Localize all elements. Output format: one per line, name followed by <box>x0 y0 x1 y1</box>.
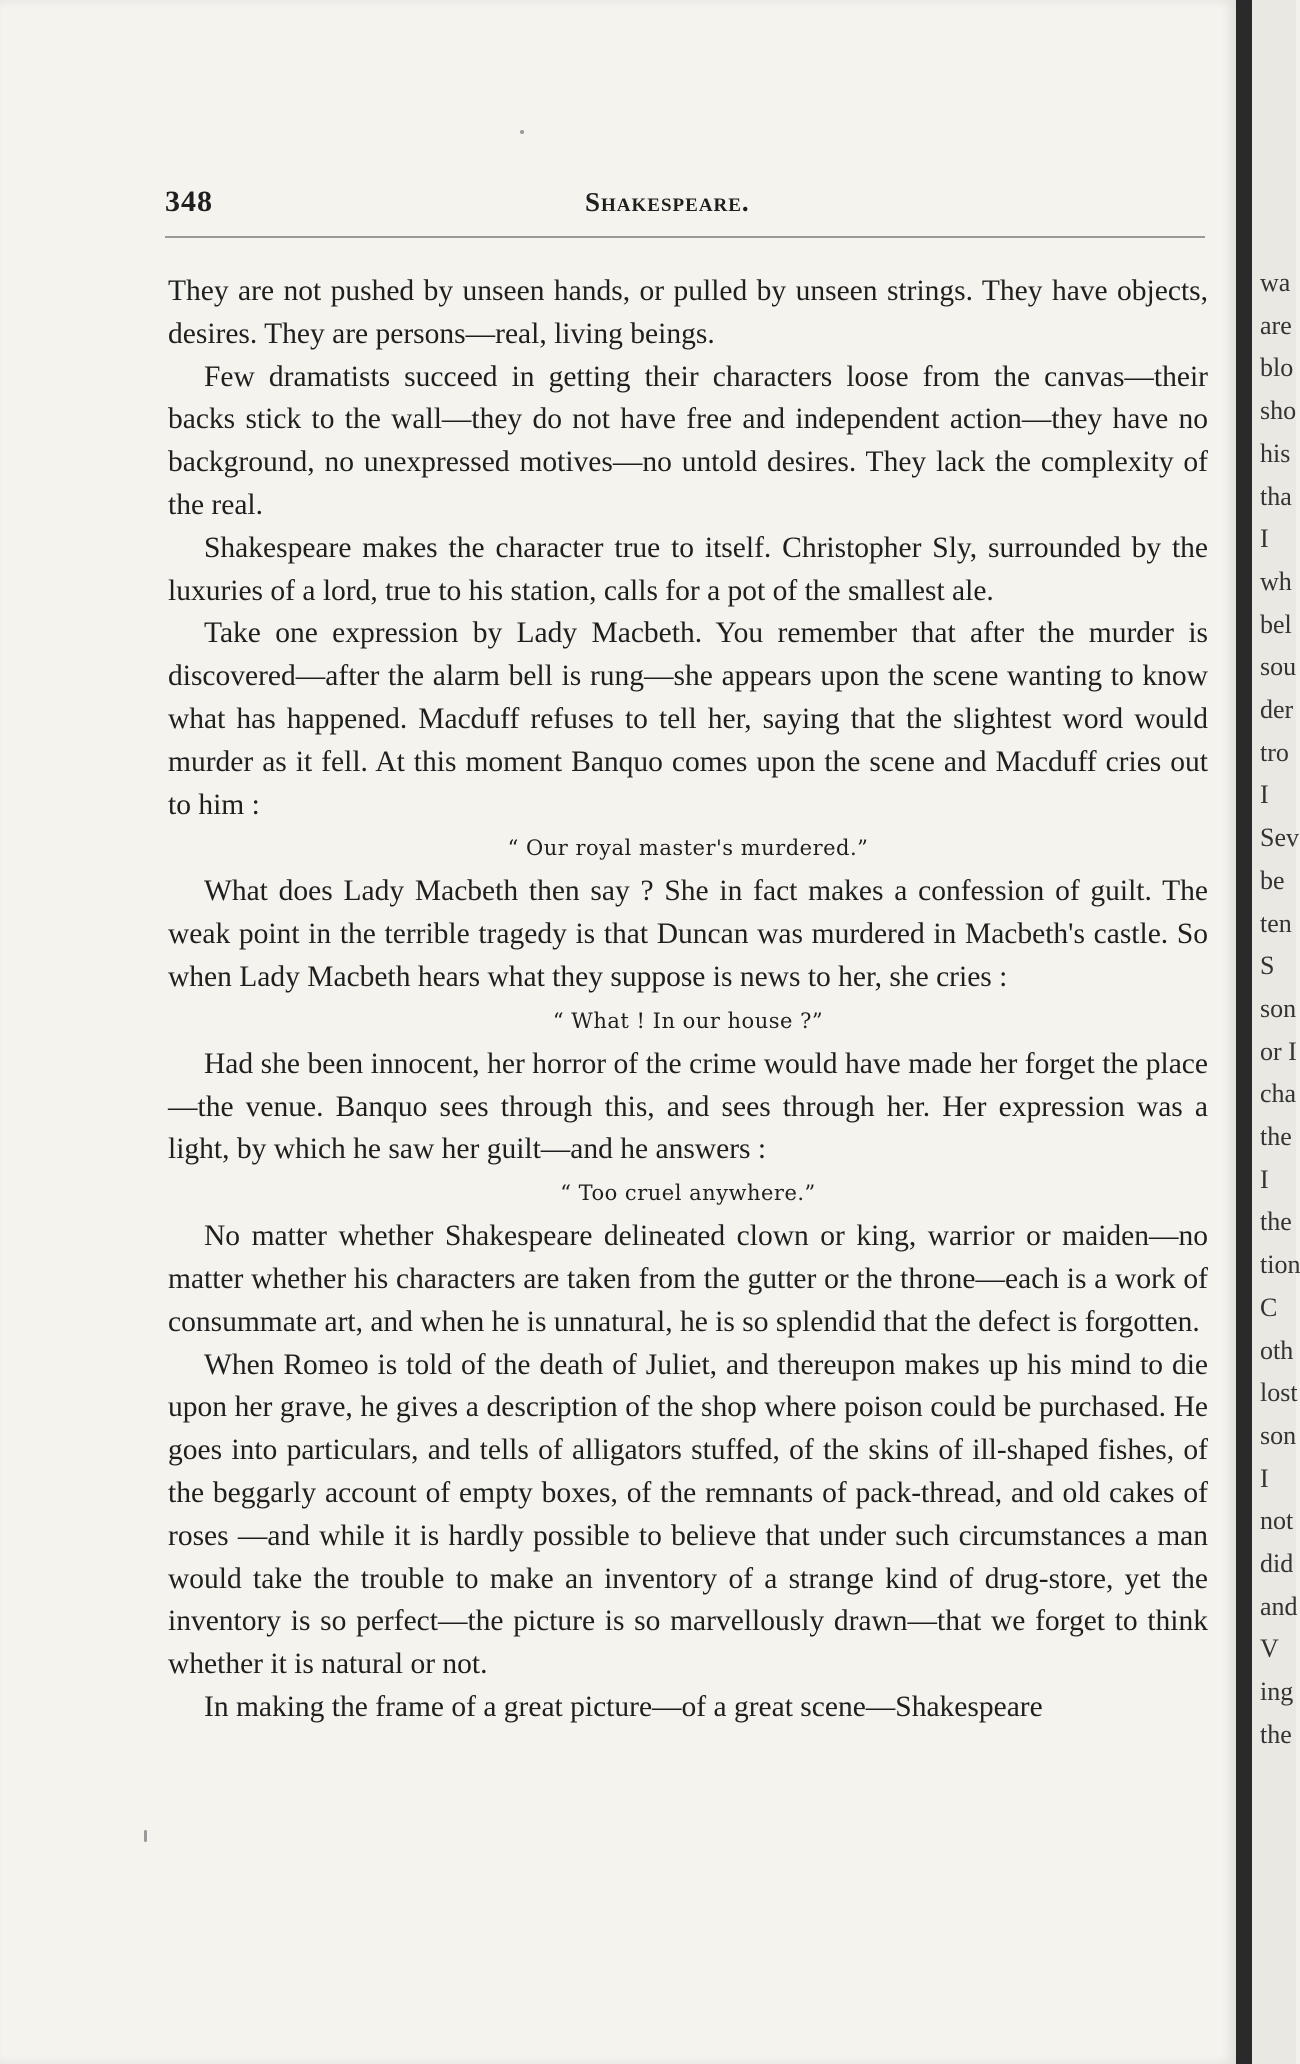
paragraph: Shakespeare makes the character true to itself. Christopher Sly, surrounded by the luxuries of a lord, true to his station, calls for a pot of the smallest ale. <box>168 531 1208 607</box>
facing-page-fragment: the <box>1260 1122 1292 1151</box>
facing-page-fragment: or I <box>1260 1036 1297 1066</box>
facing-page-fragment: der <box>1260 695 1294 724</box>
facing-page-fragment: tro <box>1260 737 1289 767</box>
facing-page-fragment: C <box>1260 1292 1278 1322</box>
block-quote: “ Too cruel anywhere.” <box>560 1181 816 1206</box>
facing-page-fragment: sho <box>1260 396 1297 426</box>
header-rule <box>165 236 1205 238</box>
paragraph: When Romeo is told of the death of Juliet, and thereupon makes up his mind to die upon her grave, he gives a description of the shop where poison could be purchased. He goes into particulars, and tells of alligators stuffed, of the skins of ill-shaped fishes, of the beggarly account of empty boxes, of the remnants of pack-thread, and old cakes of roses —and while it is hardly possible to believe that under such circumstances a man would take the trouble to make an inventory of a strange kind of drug-store, yet the inventory is so perfect—the picture is so marvellously drawn—that we forget to think whether it is natural or not. <box>168 1348 1208 1681</box>
facing-page-edge <box>1252 0 1300 2064</box>
facing-page-fragment: bel <box>1260 609 1292 639</box>
facing-page-fragment: oth <box>1260 1335 1294 1365</box>
block-quote: “ Our royal master's murdered.” <box>507 836 869 861</box>
facing-page-fragment: the <box>1260 1207 1292 1237</box>
block-quote: “ What ! In our house ?” <box>552 1008 824 1033</box>
page-header <box>165 185 1205 225</box>
facing-page-fragment: son <box>1260 1420 1297 1450</box>
paper-speck <box>520 130 524 134</box>
facing-page-fragment: ing <box>1260 1677 1294 1707</box>
facing-page-fragment: sou <box>1260 652 1297 682</box>
facing-page-fragment: I <box>1260 780 1269 810</box>
facing-page-fragment: I <box>1260 1164 1269 1194</box>
facing-page-fragment: tha <box>1260 481 1292 511</box>
facing-page-fragment: wa <box>1260 268 1291 297</box>
facing-page-fragment: are <box>1260 310 1292 340</box>
body-text <box>168 270 1208 1729</box>
running-head: Shakespeare. <box>585 187 750 217</box>
facing-page-fragment: blo <box>1260 353 1294 383</box>
facing-page-fragment: S <box>1260 951 1275 981</box>
paragraph: What does Lady Macbeth then say ? She in fact makes a confession of guilt. The weak point in the terrible tragedy is that Duncan was murdered in Macbeth's castle. So when Lady Macbeth hears what they suppose is news to her, she cries : <box>168 875 1208 993</box>
facing-page-fragment: and <box>1260 1591 1298 1621</box>
facing-page-fragment: tion <box>1260 1250 1300 1280</box>
facing-page-fragment: be <box>1260 865 1285 895</box>
paragraph: Had she been innocent, her horror of the crime would have made her forget the place—the venue. Banquo sees through this, and sees through her. Her expression was a light, by which he saw her guilt—and he answers : <box>168 1047 1208 1166</box>
facing-page-fragment: did <box>1260 1549 1294 1578</box>
facing-page-fragment: ten <box>1260 908 1292 938</box>
page-number: 348 <box>165 185 213 218</box>
facing-page-fragment: lost <box>1260 1378 1298 1408</box>
paragraph: Few dramatists succeed in getting their characters loose from the canvas—their backs stick to the wall—they do not have free and independent action—they have no background, no unexpressed motives—no untold desires. They lack the complexity of the real. <box>168 360 1208 521</box>
paragraph: They are not pushed by unseen hands, or pulled by unseen strings. They have objects, desires. They are persons—real, living beings. <box>168 275 1208 350</box>
paragraph: In making the frame of a great picture—of a great scene—Shakespeare <box>204 1690 1043 1723</box>
facing-page-fragment: son <box>1260 993 1297 1023</box>
facing-page-fragment: wh <box>1260 566 1292 596</box>
paragraph: No matter whether Shakespeare delineated clown or king, warrior or maiden—no matter whether his characters are taken from the gutter or the throne—each is a work of consummate art, and when he is unnatural, he is so splendid that the defect is forgotten. <box>168 1220 1208 1338</box>
facing-page-fragment: V <box>1260 1634 1279 1664</box>
paragraph: Take one expression by Lady Macbeth. You remember that after the murder is discovered—after the alarm bell is rung—she appears upon the scene wanting to know what has happened. Macduff refuses to tell her, saying that the slightest word would murder as it fell. At this moment Banquo comes upon the scene and Macduff cries out to him : <box>168 617 1208 821</box>
facing-page-fragment: cha <box>1260 1079 1297 1109</box>
facing-page-fragment: Sev <box>1260 823 1299 853</box>
facing-page-fragment: not <box>1260 1506 1294 1536</box>
facing-page-fragment: I <box>1260 524 1269 554</box>
facing-page-fragment: I <box>1260 1463 1269 1493</box>
facing-page-fragment: his <box>1260 438 1291 468</box>
paper-speck <box>144 1830 147 1842</box>
facing-page-fragment: the <box>1260 1719 1292 1749</box>
book-gutter <box>1236 0 1252 2064</box>
